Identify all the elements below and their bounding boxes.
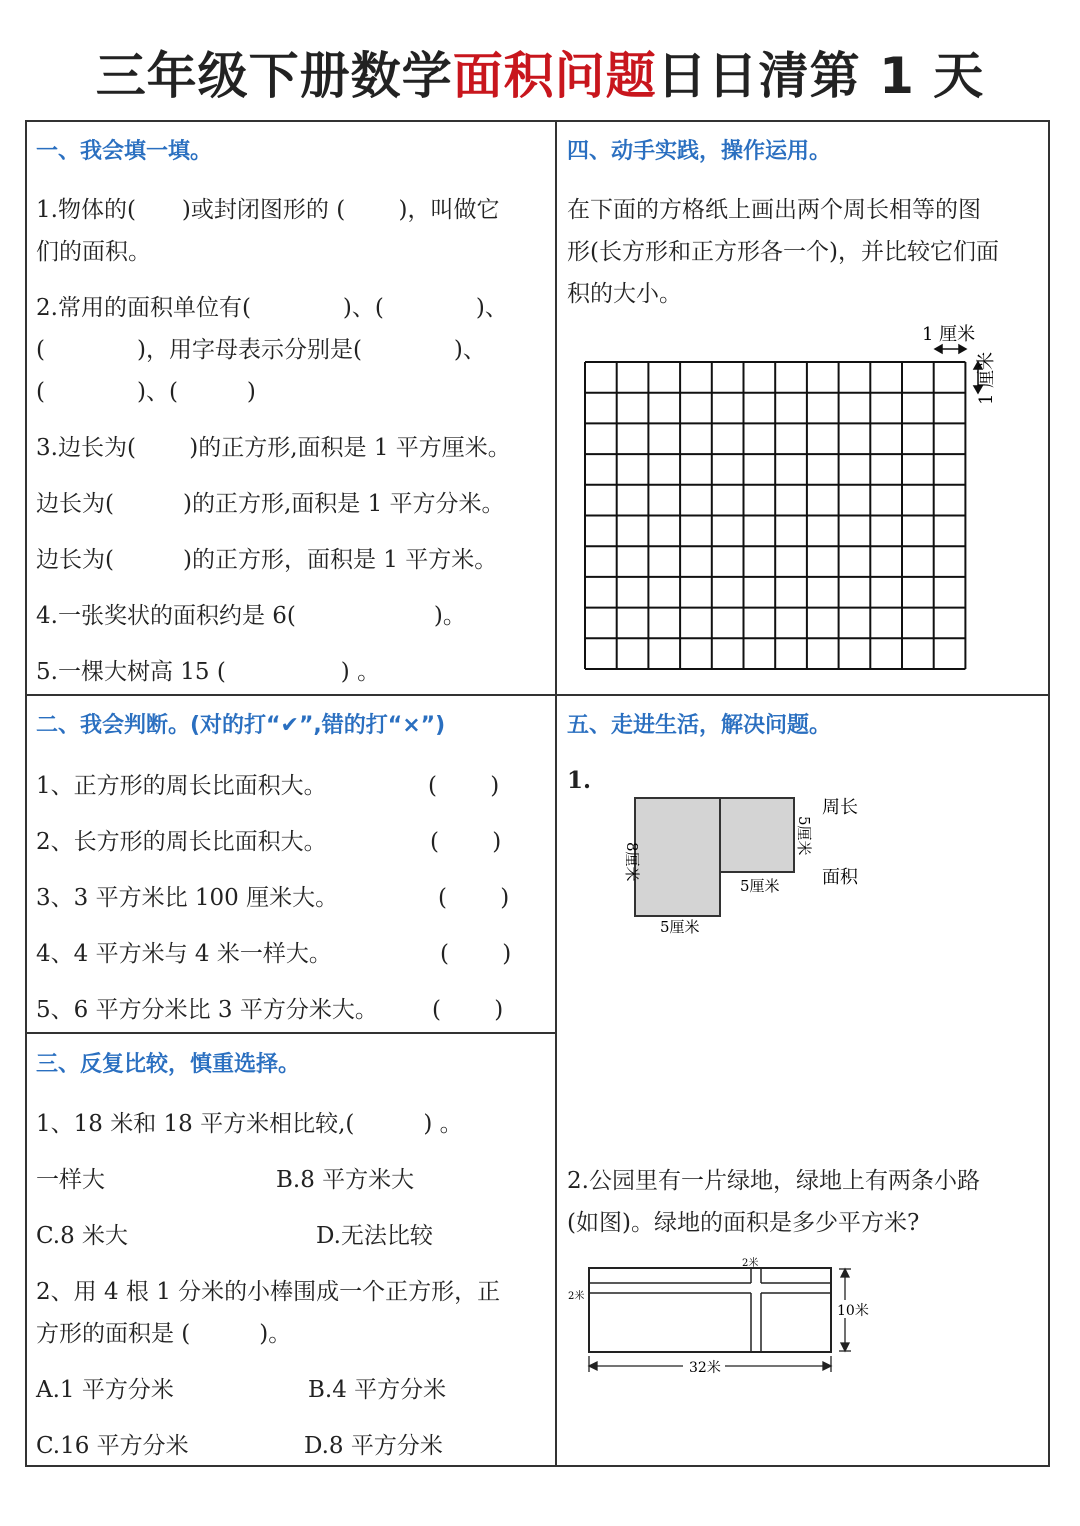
life-p1-number: 1. (567, 767, 592, 794)
judge-q5: 5、6 平方分米比 3 平方分米大。 (36, 997, 378, 1023)
choice-q2-line2: 方形的面积是 ( )。 (36, 1321, 292, 1347)
p1-right-height-label: 5厘米 (795, 816, 813, 856)
judge-q2: 2、长方形的周长比面积大。 (36, 829, 327, 855)
choice-q1-option-b: B.8 平方米大 (276, 1167, 415, 1193)
choice-q2-line1: 2、用 4 根 1 分米的小棒围成一个正方形，正 (36, 1279, 501, 1305)
section-choice-heading: 三、反复比较，慎重选择。 (36, 1052, 301, 1077)
p2-bottom-label: 32米 (689, 1360, 721, 1376)
fill-q1-line2: 们的面积。 (36, 239, 151, 265)
p1-right-width-label: 5厘米 (740, 877, 780, 895)
fill-q2-line1: 2.常用的面积单位有( )、( )、 (36, 295, 508, 321)
life-p2-line1: 2.公园里有一片绿地，绿地上有两条小路 (567, 1168, 980, 1194)
judge-q3: 3、3 平方米比 100 厘米大。 (36, 885, 339, 911)
column-divider (555, 120, 557, 1467)
choice-q2-option-a: A.1 平方分米 (36, 1377, 174, 1403)
judge-q4: 4、4 平方米与 4 米一样大。 (36, 941, 332, 967)
judge-q5-answer[interactable]: ( ) (432, 997, 504, 1023)
title-highlight: 面积问题 (452, 47, 657, 105)
grid-unit-horizontal: 1 厘米 (922, 324, 976, 345)
life-p1-figure (600, 790, 890, 940)
choice-q1-option-a: 一样大 (36, 1167, 105, 1193)
section-fill-heading: 一、我会填一填。 (36, 139, 213, 164)
p2-left-label: 2米 (568, 1291, 585, 1302)
p1-left-height-label: 8厘米 (623, 842, 641, 882)
judge-q3-answer[interactable]: ( ) (438, 885, 510, 911)
row-divider-1 (25, 694, 1050, 696)
fill-q3-line2: 边长为( )的正方形,面积是 1 平方分米。 (36, 491, 505, 517)
fill-q3-line3: 边长为( )的正方形，面积是 1 平方米。 (36, 547, 498, 573)
practice-line2: 形(长方形和正方形各一个)，并比较它们面 (567, 239, 999, 265)
p2-right-label: 10米 (837, 1303, 869, 1319)
page-title (0, 40, 1080, 112)
section-practice-heading: 四、动手实践，操作运用。 (567, 139, 832, 164)
grid-paper[interactable] (570, 315, 1040, 685)
fill-q3-line1: 3.边长为( )的正方形,面积是 1 平方厘米。 (36, 435, 511, 461)
choice-q2-option-b: B.4 平方分米 (308, 1377, 447, 1403)
p1-bottom-width-label: 5厘米 (660, 918, 700, 936)
p1-area-label: 面积 (822, 867, 858, 888)
choice-q2-option-d: D.8 平方分米 (304, 1433, 443, 1459)
section-judge-heading: 二、我会判断。(对的打“✔”,错的打“×”) (36, 713, 446, 738)
fill-q1-line1: 1.物体的( )或封闭图形的 ( )，叫做它 (36, 197, 500, 223)
title-prefix: 三年级下册数学 (95, 47, 453, 105)
judge-q1: 1、正方形的周长比面积大。 (36, 773, 327, 799)
judge-q4-answer[interactable]: ( ) (440, 941, 512, 967)
choice-q1: 1、18 米和 18 平方米相比较,( ) 。 (36, 1111, 463, 1137)
fill-q2-line3: ( )、( ) (36, 379, 256, 405)
section-life-heading: 五、走进生活，解决问题。 (567, 713, 832, 738)
choice-q1-option-d: D.无法比较 (316, 1223, 433, 1249)
p1-perimeter-label: 周长 (822, 797, 858, 818)
title-suffix: 日日清第 1 天 (656, 47, 985, 105)
fill-q2-line2: ( )，用字母表示分别是( )、 (36, 337, 486, 363)
p2-top-label: 2米 (742, 1258, 759, 1269)
row-divider-2 (25, 1032, 556, 1034)
practice-line1: 在下面的方格纸上画出两个周长相等的图 (567, 197, 981, 223)
practice-line3: 积的大小。 (567, 281, 682, 307)
fill-q5: 5.一棵大树高 15 ( ) 。 (36, 659, 381, 685)
life-p2-figure (565, 1252, 885, 1382)
grid-unit-vertical: 1 厘米 (976, 351, 997, 405)
choice-q2-option-c: C.16 平方分米 (36, 1433, 189, 1459)
fill-q4: 4.一张奖状的面积约是 6( )。 (36, 603, 466, 629)
choice-q1-option-c: C.8 米大 (36, 1223, 129, 1249)
judge-q1-answer[interactable]: ( ) (428, 773, 500, 799)
judge-q2-answer[interactable]: ( ) (430, 829, 502, 855)
life-p2-line2: (如图)。绿地的面积是多少平方米? (567, 1210, 920, 1236)
